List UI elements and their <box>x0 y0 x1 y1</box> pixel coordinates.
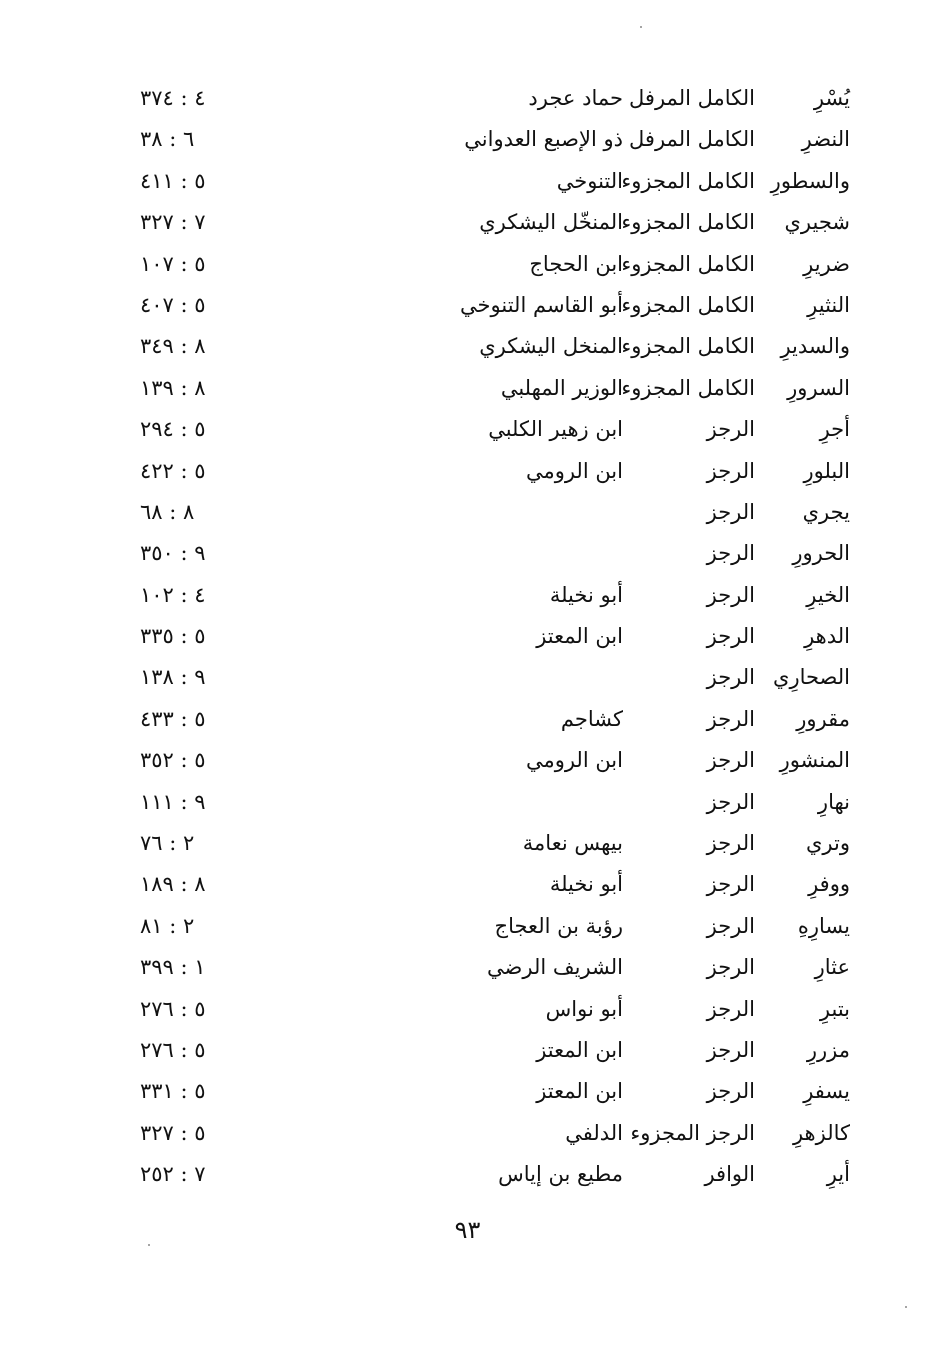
meter-name: الرجز <box>706 913 755 938</box>
index-row <box>0 286 935 327</box>
index-row <box>0 907 935 948</box>
volume-page-reference: ١ : ٣٩٩ <box>140 955 206 980</box>
meter-name: الرجز <box>706 706 755 731</box>
poet-name: ابن المعتز <box>536 1079 623 1104</box>
rhyme-word: وتري <box>805 831 850 856</box>
poet-name: كشاجم <box>560 706 623 731</box>
volume-page-reference: ٧ : ٣٢٧ <box>140 210 206 235</box>
index-row <box>0 203 935 244</box>
poet-name: المنخّل اليشكري <box>479 210 623 235</box>
meter-name: الرجز المجزوء <box>630 1120 755 1145</box>
volume-page-reference: ٥ : ١٠٧ <box>140 251 206 276</box>
volume-page-reference: ٨ : ٣٤٩ <box>140 334 206 359</box>
rhyme-word: شجيري <box>784 210 850 235</box>
meter-name: الرجز <box>706 499 755 524</box>
rhyme-word: يجري <box>802 499 850 524</box>
rhyme-word: والسطورِ <box>770 168 850 193</box>
rhyme-word: أيرِ <box>826 1162 850 1187</box>
meter-name: الرجز <box>706 1037 755 1062</box>
rhyme-word: كالزهرِ <box>792 1120 850 1145</box>
meter-name: الرجز <box>706 417 755 442</box>
poet-name: الشريف الرضي <box>487 955 623 980</box>
index-row <box>0 700 935 741</box>
index-row <box>0 617 935 658</box>
index-row <box>0 1114 935 1155</box>
poet-name: ذو الإصبع العدواني <box>464 127 623 152</box>
meter-name: الرجز <box>706 996 755 1021</box>
paper-speck <box>640 26 642 28</box>
index-row <box>0 327 935 368</box>
volume-page-reference: ٨ : ٦٨ <box>140 499 195 524</box>
meter-name: الكامل المجزوء <box>621 168 755 193</box>
meter-name: الكامل المجزوء <box>621 334 755 359</box>
index-row <box>0 990 935 1031</box>
rhyme-word: النثيرِ <box>807 292 850 317</box>
meter-name: الرجز <box>706 1079 755 1104</box>
meter-name: الكامل المجزوء <box>621 251 755 276</box>
index-row <box>0 824 935 865</box>
volume-page-reference: ٨ : ١٣٩ <box>140 375 206 400</box>
rhyme-word: يسفرِ <box>803 1079 850 1104</box>
index-row <box>0 534 935 575</box>
index-row <box>0 162 935 203</box>
volume-page-reference: ٩ : ١٣٨ <box>140 665 206 690</box>
rhyme-word: يسارِهِ <box>797 913 850 938</box>
rhyme-word: النضرِ <box>801 127 850 152</box>
index-row <box>0 1155 935 1196</box>
volume-page-reference: ٩ : ١١١ <box>140 789 206 814</box>
index-row <box>0 452 935 493</box>
meter-name: الكامل المرفل <box>629 127 755 152</box>
meter-name: الرجز <box>706 665 755 690</box>
meter-name: الكامل المجزوء <box>621 292 755 317</box>
volume-page-reference: ٥ : ٢٩٤ <box>140 417 206 442</box>
volume-page-reference: ٥ : ٤٢٢ <box>140 458 206 483</box>
index-row <box>0 1072 935 1113</box>
rhyme-word: مقرورِ <box>796 706 850 731</box>
meter-name: الرجز <box>706 541 755 566</box>
meter-name: الرجز <box>706 789 755 814</box>
volume-page-reference: ٥ : ٣٣١ <box>140 1079 206 1104</box>
index-row <box>0 245 935 286</box>
paper-speck <box>905 1306 907 1308</box>
poet-name: ابن زهير الكلبي <box>488 417 623 442</box>
meter-name: الكامل المرفل <box>629 86 755 110</box>
poet-name: أبو نخيلة <box>549 582 623 607</box>
poet-name: المنخل اليشكري <box>479 334 623 359</box>
index-row <box>0 120 935 161</box>
index-row <box>0 493 935 534</box>
volume-page-reference: ٥ : ٤٣٣ <box>140 706 206 731</box>
rhyme-word: المنشورِ <box>779 748 850 773</box>
meter-name: الكامل المجزوء <box>621 375 755 400</box>
poet-name: أبو نخيلة <box>549 872 623 897</box>
volume-page-reference: ٥ : ٣٥٢ <box>140 748 206 773</box>
poet-name: ابن الرومي <box>525 748 623 773</box>
poet-name: حماد عجرد <box>528 86 623 110</box>
index-row <box>0 948 935 989</box>
poet-name: أبو نواس <box>545 996 623 1021</box>
rhyme-word: يُسْرِ <box>813 86 850 110</box>
poet-name: الدلفي <box>565 1120 623 1145</box>
volume-page-reference: ٥ : ٢٧٦ <box>140 1037 206 1062</box>
rhyme-word: والسديرِ <box>780 334 850 359</box>
volume-page-reference: ٥ : ٤٠٧ <box>140 292 206 317</box>
volume-page-reference: ٥ : ٤١١ <box>140 168 206 193</box>
volume-page-reference: ٢ : ٧٦ <box>140 831 195 856</box>
meter-name: الوافر <box>704 1162 755 1187</box>
rhyme-word: البلورِ <box>803 458 850 483</box>
meter-name: الرجز <box>706 955 755 980</box>
rhyme-word: ضريرِ <box>803 251 850 276</box>
volume-page-reference: ٢ : ٨١ <box>140 913 195 938</box>
rhyme-index-table <box>0 79 935 1197</box>
rhyme-word: بتبرِ <box>819 996 850 1021</box>
rhyme-word: الدهرِ <box>804 624 850 649</box>
volume-page-reference: ٤ : ٣٧٤ <box>140 86 206 110</box>
rhyme-word: مزررِ <box>806 1037 850 1062</box>
index-row <box>0 1031 935 1072</box>
paper-speck <box>148 1244 150 1246</box>
volume-page-reference: ٤ : ١٠٢ <box>140 582 206 607</box>
meter-name: الرجز <box>706 458 755 483</box>
index-row <box>0 783 935 824</box>
index-row <box>0 741 935 782</box>
poet-name: ابن المعتز <box>536 1037 623 1062</box>
meter-name: الرجز <box>706 831 755 856</box>
meter-name: الرجز <box>706 872 755 897</box>
volume-page-reference: ٩ : ٣٥٠ <box>140 541 206 566</box>
meter-name: الكامل المجزوء <box>621 210 755 235</box>
rhyme-word: السرورِ <box>787 375 850 400</box>
meter-name: الرجز <box>706 624 755 649</box>
index-row <box>0 410 935 451</box>
poet-name: التنوخي <box>556 168 623 193</box>
rhyme-word: نهارِ <box>817 789 850 814</box>
index-row <box>0 576 935 617</box>
meter-name: الرجز <box>706 582 755 607</box>
rhyme-word: الصحارِي <box>773 665 850 690</box>
volume-page-reference: ٧ : ٢٥٢ <box>140 1162 206 1187</box>
volume-page-reference: ٥ : ٣٣٥ <box>140 624 206 649</box>
poet-name: ابن المعتز <box>536 624 623 649</box>
poet-name: الوزير المهلبي <box>500 375 623 400</box>
poet-name: ابن الحجاج <box>529 251 623 276</box>
index-row <box>0 369 935 410</box>
volume-page-reference: ٨ : ١٨٩ <box>140 872 206 897</box>
poet-name: بيهس نعامة <box>522 831 623 856</box>
index-row <box>0 658 935 699</box>
poet-name: مطيع بن إياس <box>498 1162 623 1187</box>
poet-name: رؤبة بن العجاج <box>494 913 623 938</box>
volume-page-reference: ٥ : ٢٧٦ <box>140 996 206 1021</box>
poet-name: ابن الرومي <box>525 458 623 483</box>
meter-name: الرجز <box>706 748 755 773</box>
rhyme-word: الخيرِ <box>806 582 850 607</box>
rhyme-word: عثارِ <box>814 955 850 980</box>
volume-page-reference: ٥ : ٣٢٧ <box>140 1120 206 1145</box>
index-row <box>0 865 935 906</box>
page-number: ٩٣ <box>454 1216 481 1244</box>
rhyme-word: أجرِ <box>819 417 850 442</box>
rhyme-word: الحرورِ <box>792 541 850 566</box>
rhyme-word: ووفرِ <box>808 872 850 897</box>
index-row <box>0 79 935 120</box>
poet-name: أبو القاسم التنوخي <box>460 292 623 317</box>
volume-page-reference: ٦ : ٣٨ <box>140 127 195 152</box>
